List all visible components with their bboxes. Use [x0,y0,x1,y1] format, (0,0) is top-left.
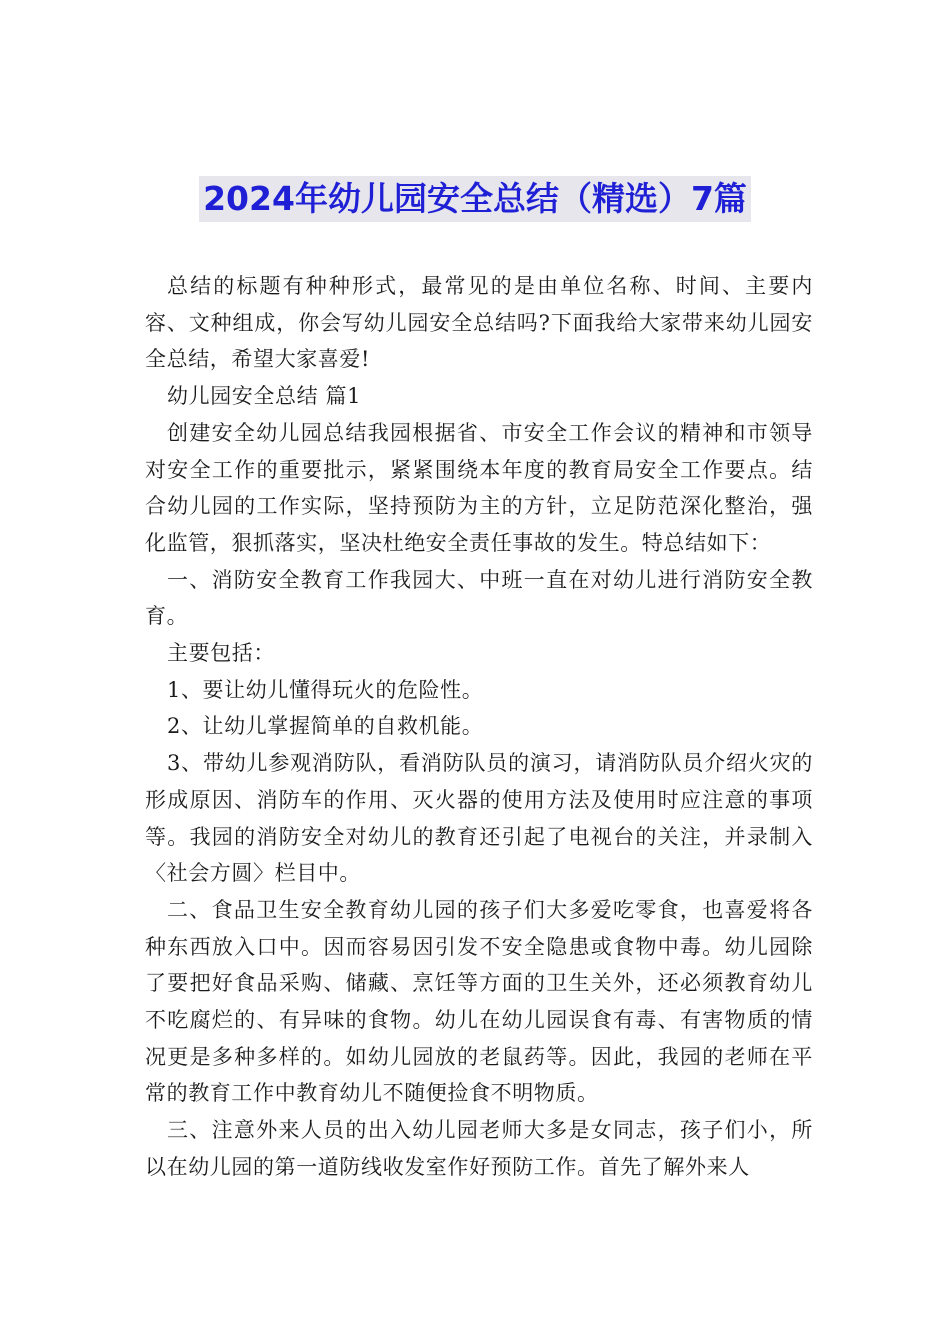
list-item: 1、要让幼儿懂得玩火的危险性。 [167,677,484,702]
body-paragraph: 三、注意外来人员的出入幼儿园老师大多是女同志，孩子们小，所以在幼儿园的第一道防线收发室作好预防工作。首先了解外来人 [145,1118,813,1179]
body-paragraph: 二、食品卫生安全教育幼儿园的孩子们大多爱吃零食，也喜爱将各种东西放入口中。因而容易因引发不安全隐患或食物中毒。幼儿园除了要把好食品采购、储藏、烹饪等方面的卫生关外，还必须教育幼儿不吃腐烂的、有异味的食物。幼儿在幼儿园误食有毒、有害物质的情况更是多种多样的。如幼儿园放的老鼠药等。因此，我园的老师在平常的教育工作中教育幼儿不随便捡食不明物质。 [145,897,813,1106]
document-title: 2024年幼儿园安全总结（精选）7篇 [199,176,751,222]
body-paragraph: 创建安全幼儿园总结我园根据省、市安全工作会议的精神和市领导对安全工作的重要批示，紧紧围绕本年度的教育局安全工作要点。结合幼儿园的工作实际，坚持预防为主的方针，立足防范深化整治，强化监管，狠抓落实，坚决杜绝安全责任事故的发生。特总结如下： [145,420,813,555]
section-heading: 幼儿园安全总结 篇1 [167,384,362,409]
list-item: 3、带幼儿参观消防队，看消防队员的演习，请消防队员介绍火灾的形成原因、消防车的作用、灭火器的使用方法及使用时应注意的事项等。我园的消防安全对幼儿的教育还引起了电视台的关注，并录制入〈社会方圆〉栏目中。 [145,751,813,886]
intro-paragraph: 总结的标题有种种形式，最常见的是由单位名称、时间、主要内容、文种组成，你会写幼儿园安全总结吗?下面我给大家带来幼儿园安全总结，希望大家喜爱! [145,274,813,372]
body-paragraph: 一、消防安全教育工作我园大、中班一直在对幼儿进行消防安全教育。 [145,567,813,629]
list-item: 2、让幼儿掌握简单的自救机能。 [167,714,484,739]
body-paragraph: 主要包括： [167,641,275,666]
title-container [0,176,950,222]
document-body [145,268,813,1186]
